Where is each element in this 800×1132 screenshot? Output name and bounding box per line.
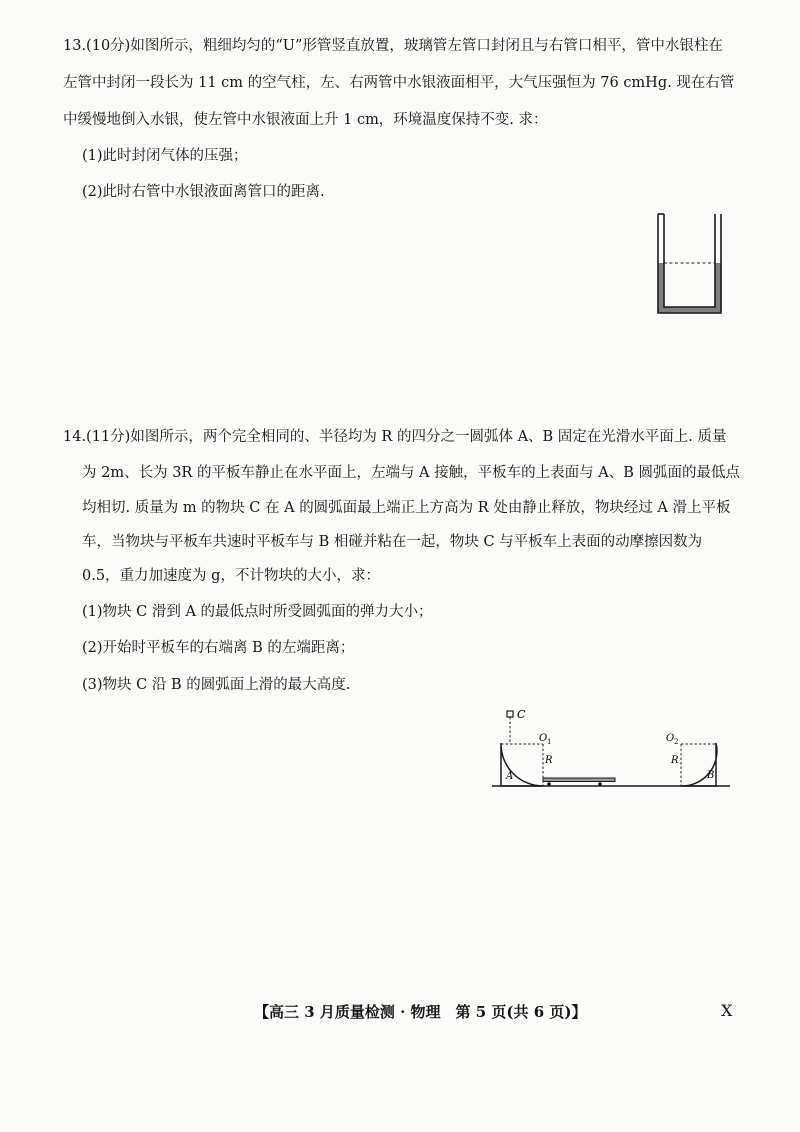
label-o1-sub: 1 xyxy=(547,738,552,746)
q13-line-2: 左管中封闭一段长为 11 cm 的空气柱，左、右两管中水银液面相平，大气压强恒为 76 cmHg. 现在右管 xyxy=(63,75,735,91)
q14-line-4: 车，当物块与平板车共速时平板车与 B 相碰并粘在一起，物块 C 与平板车上表面的动摩擦因数为 xyxy=(82,534,703,550)
label-r-left: R xyxy=(545,755,553,766)
block-c xyxy=(507,711,513,717)
q14-line-5: 0.5，重力加速度为 g，不计物块的大小，求： xyxy=(82,568,380,584)
label-c: C xyxy=(517,708,526,721)
label-a: A xyxy=(506,771,514,782)
footer-title: 【高三 3 月质量检测 · 物理 第 5 页(共 6 页)】 xyxy=(254,1003,587,1021)
u-tube-inner xyxy=(664,214,715,307)
label-o2: O xyxy=(666,733,675,744)
q13-sub-2: (2)此时右管中水银液面离管口的距离. xyxy=(82,184,325,200)
label-o1: O xyxy=(539,733,548,744)
arc-cart-figure xyxy=(488,700,734,796)
q14-line-1: 14.(11分)如图所示，两个完全相同的、半径均为 R 的四分之一圆弧体 A、B 固定在光滑水平面上. 质量 xyxy=(63,429,727,445)
q13-sub-1: (1)此时封闭气体的压强； xyxy=(82,148,248,164)
q14-sub-2: (2)开始时平板车的右端离 B 的左端距离； xyxy=(82,640,355,656)
mercury-fill xyxy=(658,263,721,313)
label-b: B xyxy=(707,770,715,781)
q14-line-3: 均相切. 质量为 m 的物块 C 在 A 的圆弧面最上端正上方高为 R 处由静止释放，物块经过 A 滑上平板 xyxy=(82,500,731,516)
cart xyxy=(543,778,615,782)
q13-line-3: 中缓慢地倒入水银，使左管中水银液面上升 1 cm，环境温度保持不变. 求： xyxy=(63,112,548,128)
cart-wheel xyxy=(547,782,551,786)
u-tube-outline xyxy=(658,214,721,313)
q14-sub-1: (1)物块 C 滑到 A 的最低点时所受圆弧面的弹力大小； xyxy=(82,604,433,620)
q14-line-2: 为 2m、长为 3R 的平板车静止在水平面上，左端与 A 接触，平板车的上表面与 A、B 圆弧面的最低点 xyxy=(82,465,740,481)
q13-line-1: 13.(10分)如图所示，粗细均匀的“U”形管竖直放置，玻璃管左管口封闭且与右管口相平，管中水银柱在 xyxy=(63,38,723,54)
cart-wheel xyxy=(598,782,602,786)
label-o2-sub: 2 xyxy=(674,738,679,746)
footer-mark: X xyxy=(721,1001,733,1020)
label-r-right: R xyxy=(671,755,679,766)
q14-sub-3: (3)物块 C 沿 B 的圆弧面上滑的最大高度. xyxy=(82,677,351,693)
u-tube-figure xyxy=(648,210,730,322)
